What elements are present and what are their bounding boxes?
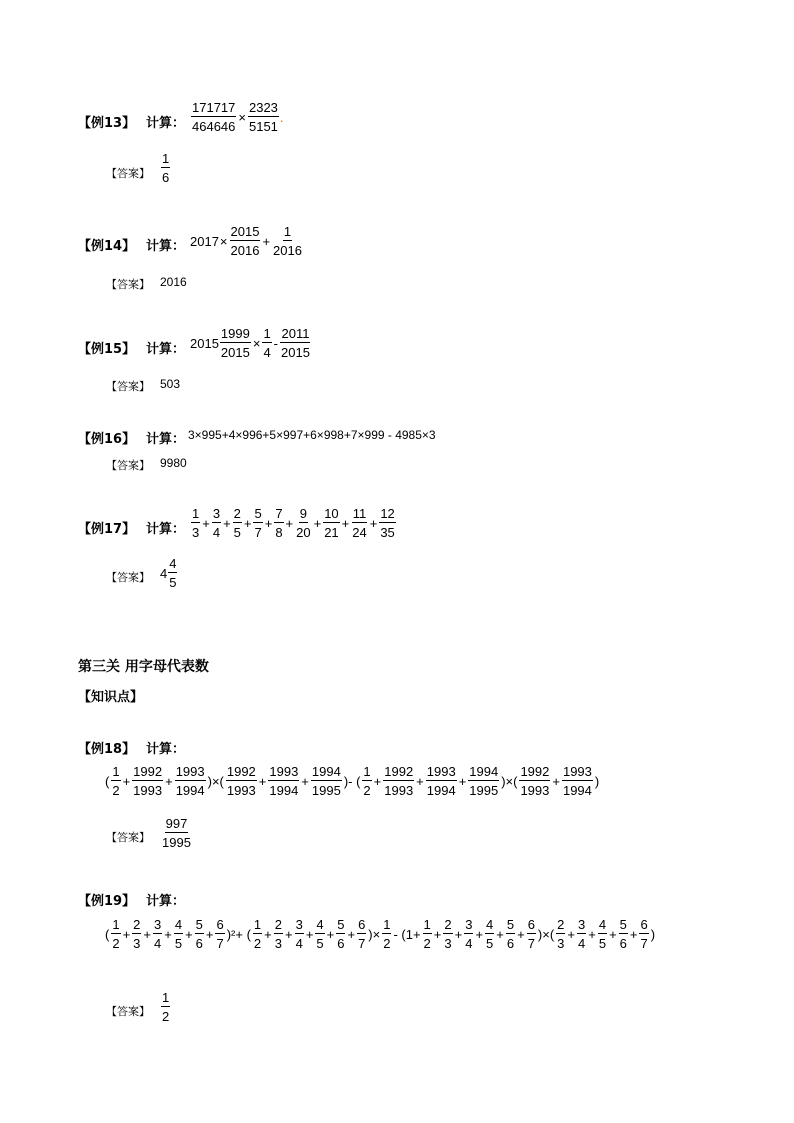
- numerator: 11: [352, 506, 367, 521]
- numerator: 12: [380, 506, 395, 521]
- fraction: [323, 507, 339, 539]
- denominator: 2: [383, 936, 391, 951]
- numerator: 7: [275, 506, 283, 521]
- denominator: 20: [296, 525, 311, 540]
- denominator: 2: [112, 783, 120, 798]
- example-17-answer: 4 $\frac{4}{5}$: [160, 556, 177, 590]
- numerator: 6: [216, 917, 224, 932]
- fraction: [562, 765, 593, 797]
- denominator: 3: [444, 936, 452, 951]
- denominator: 1994: [426, 783, 456, 798]
- operator: +: [458, 773, 467, 789]
- section-title: 第三关 用字母代表数: [78, 659, 209, 675]
- denominator: 24: [352, 525, 367, 540]
- operator: +: [202, 515, 210, 531]
- operator: +: [496, 926, 504, 942]
- fraction: [383, 765, 414, 797]
- fraction: [382, 918, 391, 950]
- denominator: 1993: [384, 783, 414, 798]
- example-13-answer-label: 【答案】: [106, 167, 150, 180]
- operator: +: [326, 926, 335, 942]
- denominator: 5: [174, 936, 183, 951]
- fraction: [111, 918, 120, 950]
- operator: +: [454, 926, 463, 942]
- denominator: 1993: [520, 783, 550, 798]
- example-15-prompt: 计算：: [146, 342, 186, 357]
- fraction: [506, 918, 515, 950]
- example-15-answer: 503: [160, 377, 181, 391]
- operator: +: [165, 773, 173, 789]
- denominator: 7: [216, 936, 224, 951]
- operator: +: [341, 515, 350, 531]
- numerator: 1992: [133, 764, 163, 779]
- numerator: 3: [465, 917, 473, 932]
- example-15-label: 【例15】: [78, 342, 136, 357]
- numerator: 1: [112, 764, 120, 779]
- denominator: 3: [274, 936, 282, 951]
- fraction: [379, 507, 395, 539]
- denominator: 2: [253, 936, 262, 951]
- operator: +: [285, 515, 294, 531]
- numerator: 1993: [426, 764, 456, 779]
- denominator: 6: [506, 936, 515, 951]
- fraction: $\frac{171717}{464646}$: [192, 100, 236, 134]
- operator: +: [305, 926, 314, 942]
- operator: +: [264, 515, 273, 531]
- operator: )- (: [343, 773, 361, 789]
- example-17-label: 【例17】: [78, 522, 136, 537]
- denominator: 1995: [311, 783, 341, 798]
- fraction: [351, 507, 367, 539]
- operator: +: [552, 773, 560, 789]
- numerator: 2: [133, 917, 141, 932]
- example-14-answer-label: 【答案】: [106, 278, 150, 291]
- denominator: 7: [254, 525, 262, 540]
- fraction: [426, 765, 457, 797]
- denominator: 3: [133, 936, 141, 951]
- operator: +: [284, 926, 293, 942]
- example-15-expression: 2015 $\frac{1999}{2015}$ × $\frac{1}{4}$ - $\frac{2011}{2015}$: [190, 326, 310, 360]
- fraction: [153, 918, 162, 950]
- denominator: 2: [112, 936, 120, 951]
- fraction: [527, 918, 536, 950]
- example-17-prompt: 计算：: [146, 522, 186, 537]
- fraction: [111, 765, 120, 797]
- fraction: [336, 918, 345, 950]
- denominator: 5: [486, 936, 494, 951]
- numerator: 5: [337, 917, 345, 932]
- operator: ): [594, 773, 600, 789]
- numerator: 2: [557, 917, 565, 932]
- numerator: 5: [254, 506, 262, 521]
- denominator: 3: [192, 525, 200, 540]
- operator: +: [373, 773, 382, 789]
- operator: )×(: [501, 773, 518, 789]
- operator: +: [258, 773, 267, 789]
- example-13-answer: $\frac{1}{6}$: [162, 151, 170, 185]
- operator: +: [629, 926, 638, 942]
- example-14-prompt: 计算：: [146, 239, 186, 254]
- example-18-answer: $\frac{997}{1995}$: [162, 816, 191, 850]
- example-19-prompt: 计算：: [146, 894, 186, 909]
- operator: +: [301, 773, 309, 789]
- denominator: 2: [423, 936, 431, 951]
- fraction: [132, 918, 141, 950]
- numerator: 9: [299, 506, 307, 521]
- numerator: 10: [324, 506, 339, 521]
- numerator: 3: [295, 917, 303, 932]
- numerator: 1992: [226, 764, 256, 779]
- numerator: 2: [233, 506, 241, 521]
- example-14-label: 【例14】: [78, 239, 136, 254]
- numerator: 2: [444, 917, 452, 932]
- fraction: [212, 507, 221, 539]
- example-19-answer: $\frac{1}{2}$: [162, 990, 170, 1024]
- example-19-expression: [104, 918, 656, 950]
- fraction: [485, 918, 494, 950]
- example-13-prompt: 计算：: [146, 116, 186, 131]
- operator: +: [416, 773, 424, 789]
- denominator: 1995: [469, 783, 499, 798]
- operator: +: [347, 926, 356, 942]
- numerator: 5: [506, 917, 515, 932]
- fraction: [253, 918, 262, 950]
- fraction: [464, 918, 473, 950]
- denominator: 6: [195, 936, 203, 951]
- operator: +: [205, 926, 214, 942]
- fraction: [619, 918, 628, 950]
- numerator: 4: [316, 917, 324, 932]
- example-16-expression: 3×995+4×996+5×997+6×998+7×999 - 4985×3: [188, 428, 436, 442]
- denominator: 4: [465, 936, 473, 951]
- denominator: 7: [640, 936, 648, 951]
- numerator: 3: [578, 917, 586, 932]
- numerator: 4: [486, 917, 494, 932]
- operator: +: [164, 926, 172, 942]
- denominator: 7: [527, 936, 535, 951]
- operator: +: [369, 515, 378, 531]
- fraction: [233, 507, 242, 539]
- example-19-answer-label: 【答案】: [106, 1005, 150, 1018]
- denominator: 2: [363, 783, 371, 798]
- fraction: [423, 918, 432, 950]
- operator: +: [143, 926, 151, 942]
- numerator: 1993: [269, 764, 299, 779]
- numerator: 1: [363, 764, 371, 779]
- operator: (: [105, 773, 110, 789]
- fraction: [519, 765, 550, 797]
- numerator: 6: [358, 917, 366, 932]
- knowledge-heading: 【知识点】: [78, 690, 144, 705]
- example-17-answer-label: 【答案】: [106, 571, 150, 584]
- example-18-answer-label: 【答案】: [106, 831, 150, 844]
- numerator: 1994: [311, 764, 341, 779]
- operator: +: [475, 926, 484, 942]
- denominator: 5: [316, 936, 324, 951]
- numerator: 6: [640, 917, 648, 932]
- fraction: [639, 918, 648, 950]
- fraction: [274, 918, 283, 950]
- example-14-answer: 2016: [160, 275, 187, 289]
- numerator: 1994: [469, 764, 499, 779]
- fraction: [253, 507, 262, 539]
- denominator: 1994: [562, 783, 592, 798]
- operator: +: [609, 926, 617, 942]
- operator: - (1+: [393, 926, 421, 942]
- operator: )×(: [537, 926, 555, 942]
- example-16-answer-label: 【答案】: [106, 459, 150, 472]
- operator: (: [105, 926, 110, 942]
- fraction: [311, 765, 342, 797]
- operator: +: [313, 515, 322, 531]
- example-16-label: 【例16】: [78, 432, 136, 447]
- example-16-prompt: 计算：: [146, 432, 186, 447]
- fraction: [357, 918, 366, 950]
- denominator: 1994: [175, 783, 205, 798]
- numerator: 1992: [520, 764, 550, 779]
- denominator: 6: [337, 936, 345, 951]
- fraction: [195, 918, 204, 950]
- denominator: 1993: [226, 783, 256, 798]
- denominator: 35: [380, 525, 395, 540]
- fraction: [443, 918, 452, 950]
- denominator: 4: [578, 936, 586, 951]
- denominator: 1994: [269, 783, 299, 798]
- fraction: [362, 765, 371, 797]
- operator: +: [185, 926, 193, 942]
- fraction: [226, 765, 257, 797]
- numerator: 5: [195, 917, 203, 932]
- example-18-prompt: 计算：: [146, 742, 186, 757]
- operator: +: [567, 926, 575, 942]
- example-18-expression: [104, 765, 600, 797]
- denominator: 4: [295, 936, 303, 951]
- fraction: [268, 765, 299, 797]
- numerator: 4: [174, 917, 183, 932]
- fraction: [132, 765, 163, 797]
- operator: +: [433, 926, 442, 942]
- numerator: 1: [423, 917, 431, 932]
- operator: )×(: [207, 773, 224, 789]
- numerator: 6: [527, 917, 535, 932]
- numerator: 4: [598, 917, 607, 932]
- denominator: 5: [598, 936, 607, 951]
- example-13-label: 【例13】: [78, 116, 136, 131]
- example-19-label: 【例19】: [78, 894, 136, 909]
- example-15-answer-label: 【答案】: [106, 380, 150, 393]
- operator: +: [243, 515, 252, 531]
- numerator: 5: [619, 917, 627, 932]
- fraction: [191, 507, 200, 539]
- numerator: 1992: [384, 764, 414, 779]
- numerator: 2: [274, 917, 282, 932]
- operator: +: [264, 926, 272, 942]
- operator: +: [588, 926, 596, 942]
- fraction: [315, 918, 324, 950]
- denominator: 1993: [133, 783, 163, 798]
- fraction: [468, 765, 499, 797]
- fraction: [577, 918, 586, 950]
- fraction: [274, 507, 283, 539]
- example-18-label: 【例18】: [78, 742, 136, 757]
- fraction: [295, 918, 304, 950]
- fraction: [174, 918, 183, 950]
- example-16-answer: 9980: [160, 456, 187, 470]
- numerator: 1993: [562, 764, 592, 779]
- operator: +: [517, 926, 525, 942]
- fraction: $\frac{2323}{5151}$: [248, 100, 278, 134]
- operator: +: [122, 926, 131, 942]
- fraction: [175, 765, 206, 797]
- denominator: 3: [557, 936, 565, 951]
- operator: +: [122, 773, 131, 789]
- numerator: 3: [154, 917, 162, 932]
- denominator: 7: [358, 936, 366, 951]
- numerator: 1: [112, 917, 120, 932]
- example-14-expression: 2017 × $\frac{2015}{2016}$ + $\frac{1}{2016}$: [190, 224, 302, 258]
- operator: )²+ (: [226, 926, 251, 942]
- fraction: [295, 507, 311, 539]
- example-17-expression: [190, 507, 397, 539]
- fraction: [215, 918, 224, 950]
- denominator: 5: [233, 525, 241, 540]
- operator: ): [650, 926, 656, 942]
- denominator: 6: [619, 936, 627, 951]
- denominator: 21: [324, 525, 339, 540]
- denominator: 4: [154, 936, 162, 951]
- example-13-expression: $\frac{171717}{464646}$ × $\frac{2323}{5151}$ .: [192, 100, 284, 134]
- denominator: 4: [212, 525, 221, 540]
- fraction: [556, 918, 565, 950]
- operator: +: [223, 515, 231, 531]
- denominator: 8: [275, 525, 283, 540]
- numerator: 1993: [175, 764, 205, 779]
- numerator: 1: [253, 917, 262, 932]
- numerator: 3: [212, 506, 221, 521]
- operator: )×: [368, 926, 381, 942]
- numerator: 1: [383, 917, 391, 932]
- fraction: [598, 918, 607, 950]
- numerator: 1: [192, 506, 200, 521]
